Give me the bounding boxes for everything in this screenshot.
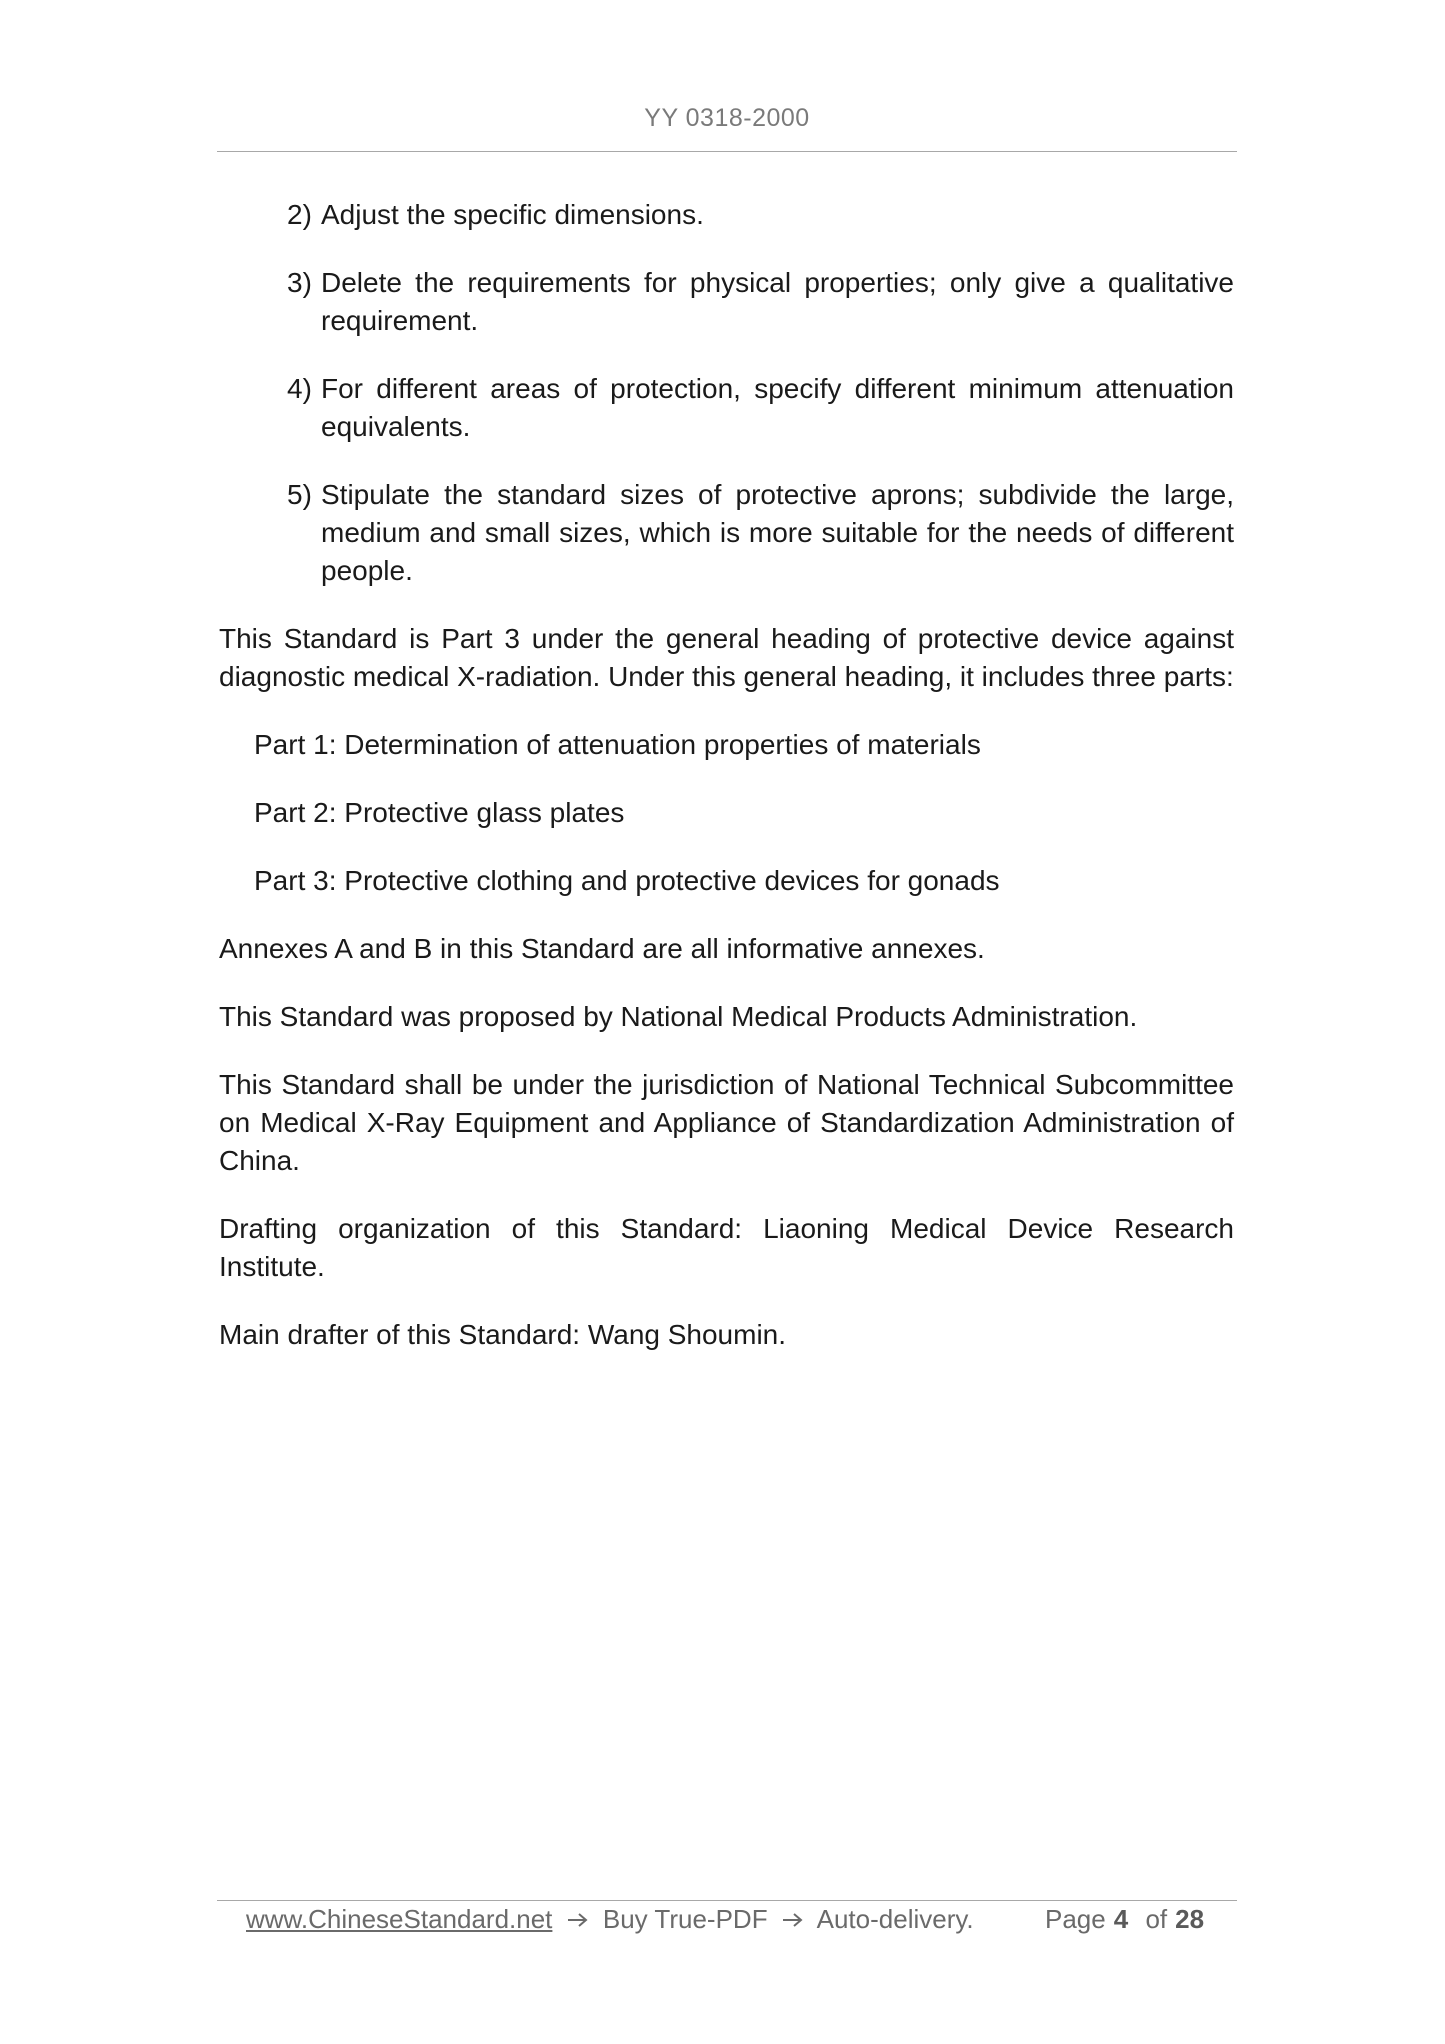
site-link[interactable]: www.ChineseStandard.net — [246, 1904, 553, 1934]
part-entry: Part 3: Protective clothing and protective devices for gonads — [254, 865, 1000, 896]
footer-divider — [217, 1900, 1237, 1901]
page-label: Page — [1045, 1904, 1106, 1934]
part-entry: Part 2: Protective glass plates — [254, 797, 625, 828]
list-item-number: 5) — [287, 479, 312, 510]
list-item — [287, 370, 1234, 446]
main-drafter-paragraph: Main drafter of this Standard: Wang Shoumin. — [219, 1319, 787, 1350]
current-page: 4 — [1113, 1904, 1129, 1934]
footer-promo — [246, 1904, 974, 1935]
list-item — [287, 476, 1234, 590]
auto-delivery-text: Auto-delivery. — [816, 1904, 974, 1934]
page-number — [1045, 1904, 1204, 1935]
list-item-text: For different areas of protection, specify different minimum attenuation equivalents. — [321, 373, 1234, 442]
list-item-text: Adjust the specific dimensions. — [321, 199, 704, 230]
list-item-text: Delete the requirements for physical properties; only give a qualitative requirement. — [321, 267, 1234, 336]
total-pages: 28 — [1175, 1904, 1205, 1934]
of-label: of — [1145, 1904, 1168, 1934]
list-item — [287, 196, 1234, 234]
list-item-number: 2) — [287, 199, 312, 230]
list-item-number: 4) — [287, 373, 312, 404]
annexes-paragraph: Annexes A and B in this Standard are all informative annexes. — [219, 933, 985, 964]
drafting-organization-paragraph: Drafting organization of this Standard: Liaoning Medical Device Research Institute. — [219, 1213, 1234, 1282]
running-header: YY 0318-2000 — [644, 104, 810, 132]
list-item — [287, 264, 1234, 340]
document-body — [219, 196, 1234, 1384]
part-entry: Part 1: Determination of attenuation properties of materials — [254, 729, 981, 760]
jurisdiction-paragraph: This Standard shall be under the jurisdiction of National Technical Subcommittee on Medical X-Ray Equipment and Appliance of Standardization Administration of China. — [219, 1069, 1234, 1176]
intro-paragraph: This Standard is Part 3 under the general heading of protective device against diagnostic medical X-radiation. Under this general heading, it includes three parts: — [219, 623, 1234, 692]
list-item-number: 3) — [287, 267, 312, 298]
proposed-by-paragraph: This Standard was proposed by National Medical Products Administration. — [219, 1001, 1138, 1032]
header-divider — [217, 151, 1237, 152]
right-arrow-icon — [566, 1911, 590, 1929]
buy-true-pdf-text: Buy True-PDF — [602, 1904, 768, 1934]
right-arrow-icon — [781, 1911, 805, 1929]
list-item-text: Stipulate the standard sizes of protective aprons; subdivide the large, medium and small sizes, which is more suitable for the needs of different people. — [321, 479, 1234, 586]
